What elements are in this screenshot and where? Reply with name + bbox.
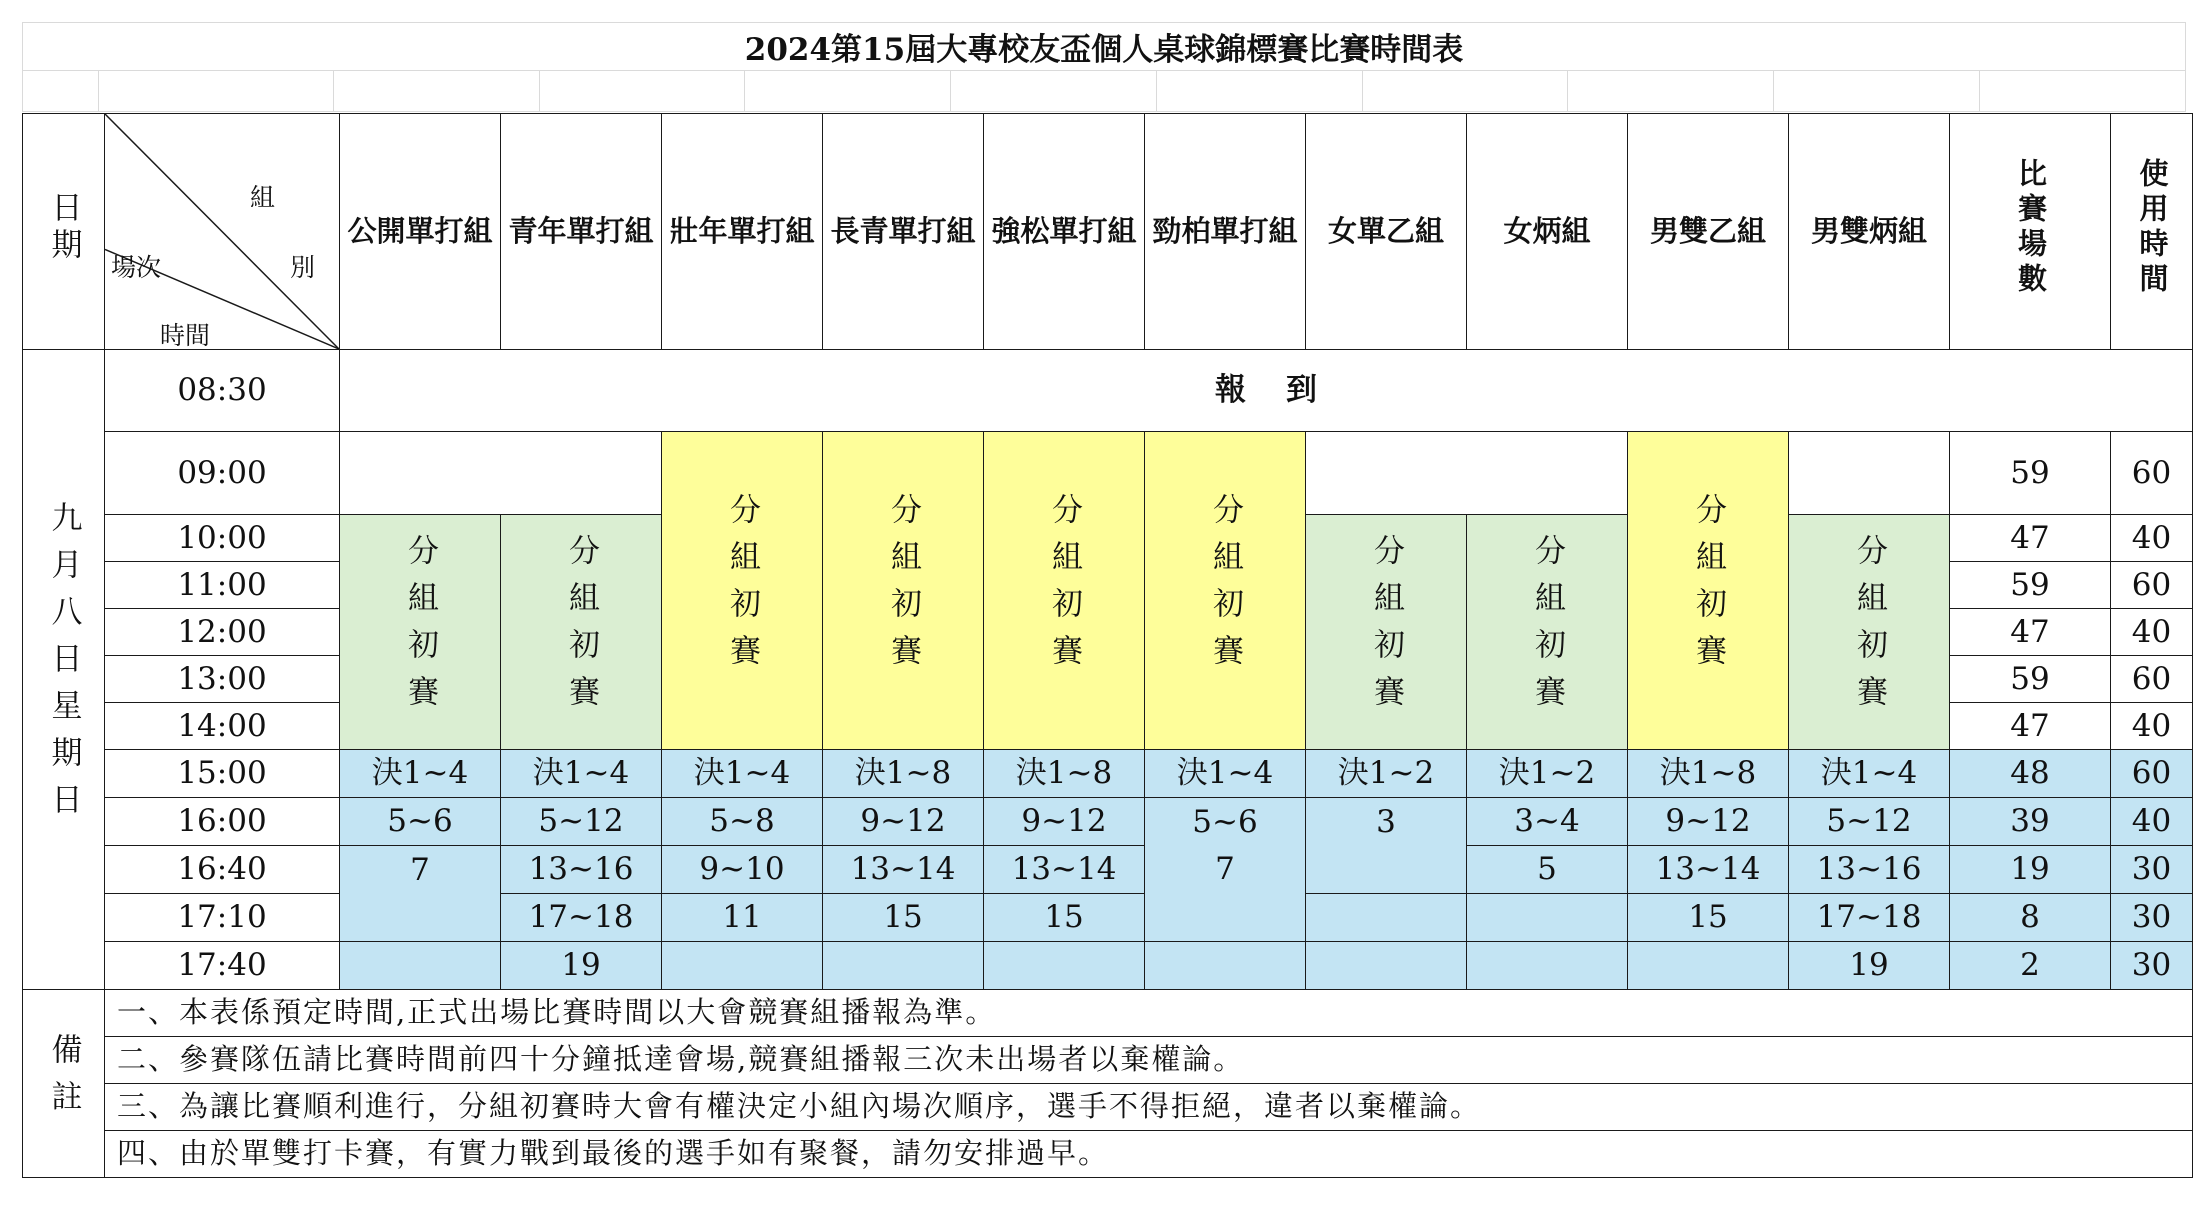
- time-row: [23, 798, 2193, 846]
- time-row: [23, 942, 2193, 990]
- group-stage-cell: 分組初賽: [501, 515, 662, 750]
- finals-cell: 15: [1628, 894, 1789, 942]
- finals-cell: [1467, 942, 1628, 990]
- group-header: 男雙乙組: [1628, 114, 1789, 350]
- group-stage-cell: 分組初賽: [1628, 432, 1789, 750]
- date-cell: 九月八日星期日: [23, 350, 105, 990]
- title-grid: [22, 22, 2186, 112]
- blank-cell: [334, 71, 540, 112]
- finals-cell: 19: [501, 942, 662, 990]
- minutes-cell: 40: [2111, 515, 2193, 562]
- time-cell: 16:00: [105, 798, 340, 846]
- diag-label-time: 時間: [160, 321, 211, 350]
- empty-cell: [1306, 432, 1628, 515]
- matches-cell: 2: [1950, 942, 2111, 990]
- note-text: 三、為讓比賽順利進行，分組初賽時大會有權決定小組內場次順序，選手不得拒絕，違者以棄權論。: [105, 1084, 2193, 1131]
- finals-cell: [1467, 894, 1628, 942]
- blank-cell: [1979, 71, 2185, 112]
- time-cell: 17:10: [105, 894, 340, 942]
- group-stage-cell: 分組初賽: [1145, 432, 1306, 750]
- time-cell: 17:40: [105, 942, 340, 990]
- matches-cell: 59: [1950, 656, 2111, 703]
- finals-cell: 決1~4: [1789, 750, 1950, 798]
- time-row: [23, 846, 2193, 894]
- finals-cell: 5~12: [501, 798, 662, 846]
- diagonal-header: [105, 114, 340, 350]
- finals-cell: 決1~4: [662, 750, 823, 798]
- date-header: 日期: [23, 114, 105, 350]
- time-cell: 12:00: [105, 609, 340, 656]
- group-header: 壯年單打組: [662, 114, 823, 350]
- matches-cell: 47: [1950, 609, 2111, 656]
- minutes-cell: 60: [2111, 656, 2193, 703]
- blank-cell: [99, 71, 334, 112]
- finals-cell: [823, 942, 984, 990]
- group-stage-cell: 分組初賽: [1306, 515, 1467, 750]
- matches-cell: 19: [1950, 846, 2111, 894]
- finals-cell: 13~16: [1789, 846, 1950, 894]
- blank-cell: [23, 71, 99, 112]
- empty-cell: [1789, 432, 1950, 515]
- blank-cell: [951, 71, 1157, 112]
- time-cell: 08:30: [105, 350, 340, 432]
- note-text: 一、本表係預定時間,正式出場比賽時間以大會競賽組播報為準。: [105, 990, 2193, 1037]
- blank-cell: [745, 71, 951, 112]
- finals-cell: [340, 942, 501, 990]
- group-stage-cell: 分組初賽: [823, 432, 984, 750]
- matches-cell: 59: [1950, 432, 2111, 515]
- diagonal-lines: [105, 114, 339, 349]
- finals-cell: 17~18: [1789, 894, 1950, 942]
- matches-cell: 59: [1950, 562, 2111, 609]
- diag-label-match: 場次: [111, 253, 162, 282]
- finals-cell: 13~14: [1628, 846, 1789, 894]
- group-header: 勁柏單打組: [1145, 114, 1306, 350]
- note-text: 四、由於單雙打卡賽，有實力戰到最後的選手如有聚餐，請勿安排過早。: [105, 1131, 2193, 1178]
- diag-label-category: 別: [290, 253, 316, 282]
- matches-cell: 47: [1950, 515, 2111, 562]
- time-cell: 13:00: [105, 656, 340, 703]
- group-header: 公開單打組: [340, 114, 501, 350]
- time-cell: 16:40: [105, 846, 340, 894]
- finals-cell: 7: [1145, 846, 1306, 894]
- header-row: [23, 114, 2193, 350]
- finals-cell: 13~14: [984, 846, 1145, 894]
- group-header: 女單乙組: [1306, 114, 1467, 350]
- finals-cell: [1306, 942, 1467, 990]
- blank-cell: [1774, 71, 1980, 112]
- finals-cell: 19: [1789, 942, 1950, 990]
- time-cell: 15:00: [105, 750, 340, 798]
- finals-cell: [984, 942, 1145, 990]
- finals-cell: 決1~8: [984, 750, 1145, 798]
- matches-header: 比賽場數: [1950, 114, 2111, 350]
- minutes-cell: 30: [2111, 846, 2193, 894]
- group-stage-cell: 分組初賽: [662, 432, 823, 750]
- finals-cell: 5~6: [340, 798, 501, 846]
- finals-cell: [1306, 846, 1467, 894]
- diag-label-group: 組: [250, 183, 276, 212]
- empty-cell: [340, 432, 662, 515]
- group-header: 長青單打組: [823, 114, 984, 350]
- finals-cell: 5: [1467, 846, 1628, 894]
- page-title: 2024第15屆大專校友盃個人桌球錦標賽比賽時間表: [23, 23, 2186, 71]
- group-header: 女炳組: [1467, 114, 1628, 350]
- finals-cell: 13~14: [823, 846, 984, 894]
- finals-cell: 17~18: [501, 894, 662, 942]
- time-used-header: 使用時間: [2111, 114, 2193, 350]
- finals-cell: 9~12: [823, 798, 984, 846]
- note-row: [23, 990, 2193, 1037]
- minutes-cell: 40: [2111, 798, 2193, 846]
- group-stage-cell: 分組初賽: [340, 515, 501, 750]
- blank-cell: [1568, 71, 1774, 112]
- minutes-cell: 60: [2111, 432, 2193, 515]
- finals-cell: 決1~4: [1145, 750, 1306, 798]
- finals-cell: [1306, 894, 1467, 942]
- note-row: [23, 1131, 2193, 1178]
- schedule-table: [22, 113, 2193, 1178]
- blank-cell: [539, 71, 745, 112]
- time-row: [23, 750, 2193, 798]
- time-row: [23, 432, 2193, 515]
- minutes-cell: 60: [2111, 750, 2193, 798]
- minutes-cell: 30: [2111, 942, 2193, 990]
- finals-cell: 15: [984, 894, 1145, 942]
- group-header: 男雙炳組: [1789, 114, 1950, 350]
- finals-cell: [1145, 942, 1306, 990]
- group-stage-cell: 分組初賽: [1467, 515, 1628, 750]
- matches-cell: 48: [1950, 750, 2111, 798]
- minutes-cell: 40: [2111, 703, 2193, 750]
- finals-cell: 決1~2: [1467, 750, 1628, 798]
- blank-cell: [1362, 71, 1568, 112]
- time-row: [23, 350, 2193, 432]
- finals-cell: [662, 942, 823, 990]
- group-stage-cell: 分組初賽: [1789, 515, 1950, 750]
- finals-cell: 5~6: [1145, 798, 1306, 846]
- time-cell: 09:00: [105, 432, 340, 515]
- finals-cell: 3~4: [1467, 798, 1628, 846]
- time-cell: 11:00: [105, 562, 340, 609]
- finals-cell: 9~10: [662, 846, 823, 894]
- finals-cell: 13~16: [501, 846, 662, 894]
- finals-cell: 9~12: [1628, 798, 1789, 846]
- finals-cell: 決1~4: [501, 750, 662, 798]
- note-text: 二、參賽隊伍請比賽時間前四十分鐘抵達會場,競賽組播報三次未出場者以棄權論。: [105, 1037, 2193, 1084]
- finals-cell: 決1~4: [340, 750, 501, 798]
- finals-cell: 15: [823, 894, 984, 942]
- finals-cell: 7: [340, 846, 501, 894]
- finals-cell: 決1~8: [1628, 750, 1789, 798]
- matches-cell: 39: [1950, 798, 2111, 846]
- group-header: 強松單打組: [984, 114, 1145, 350]
- finals-cell: 9~12: [984, 798, 1145, 846]
- finals-cell: 5~12: [1789, 798, 1950, 846]
- time-row: [23, 894, 2193, 942]
- minutes-cell: 40: [2111, 609, 2193, 656]
- note-row: [23, 1084, 2193, 1131]
- finals-cell: 決1~8: [823, 750, 984, 798]
- minutes-cell: 60: [2111, 562, 2193, 609]
- finals-cell: 5~8: [662, 798, 823, 846]
- checkin-cell: 報到: [340, 350, 2193, 432]
- note-row: [23, 1037, 2193, 1084]
- minutes-cell: 30: [2111, 894, 2193, 942]
- finals-cell: [1145, 894, 1306, 942]
- notes-label: 備註: [23, 990, 105, 1178]
- finals-cell: [340, 894, 501, 942]
- finals-cell: [1628, 942, 1789, 990]
- matches-cell: 47: [1950, 703, 2111, 750]
- time-cell: 10:00: [105, 515, 340, 562]
- finals-cell: 決1~2: [1306, 750, 1467, 798]
- finals-cell: 11: [662, 894, 823, 942]
- group-header: 青年單打組: [501, 114, 662, 350]
- matches-cell: 8: [1950, 894, 2111, 942]
- group-stage-cell: 分組初賽: [984, 432, 1145, 750]
- time-cell: 14:00: [105, 703, 340, 750]
- finals-cell: 3: [1306, 798, 1467, 846]
- blank-cell: [1156, 71, 1362, 112]
